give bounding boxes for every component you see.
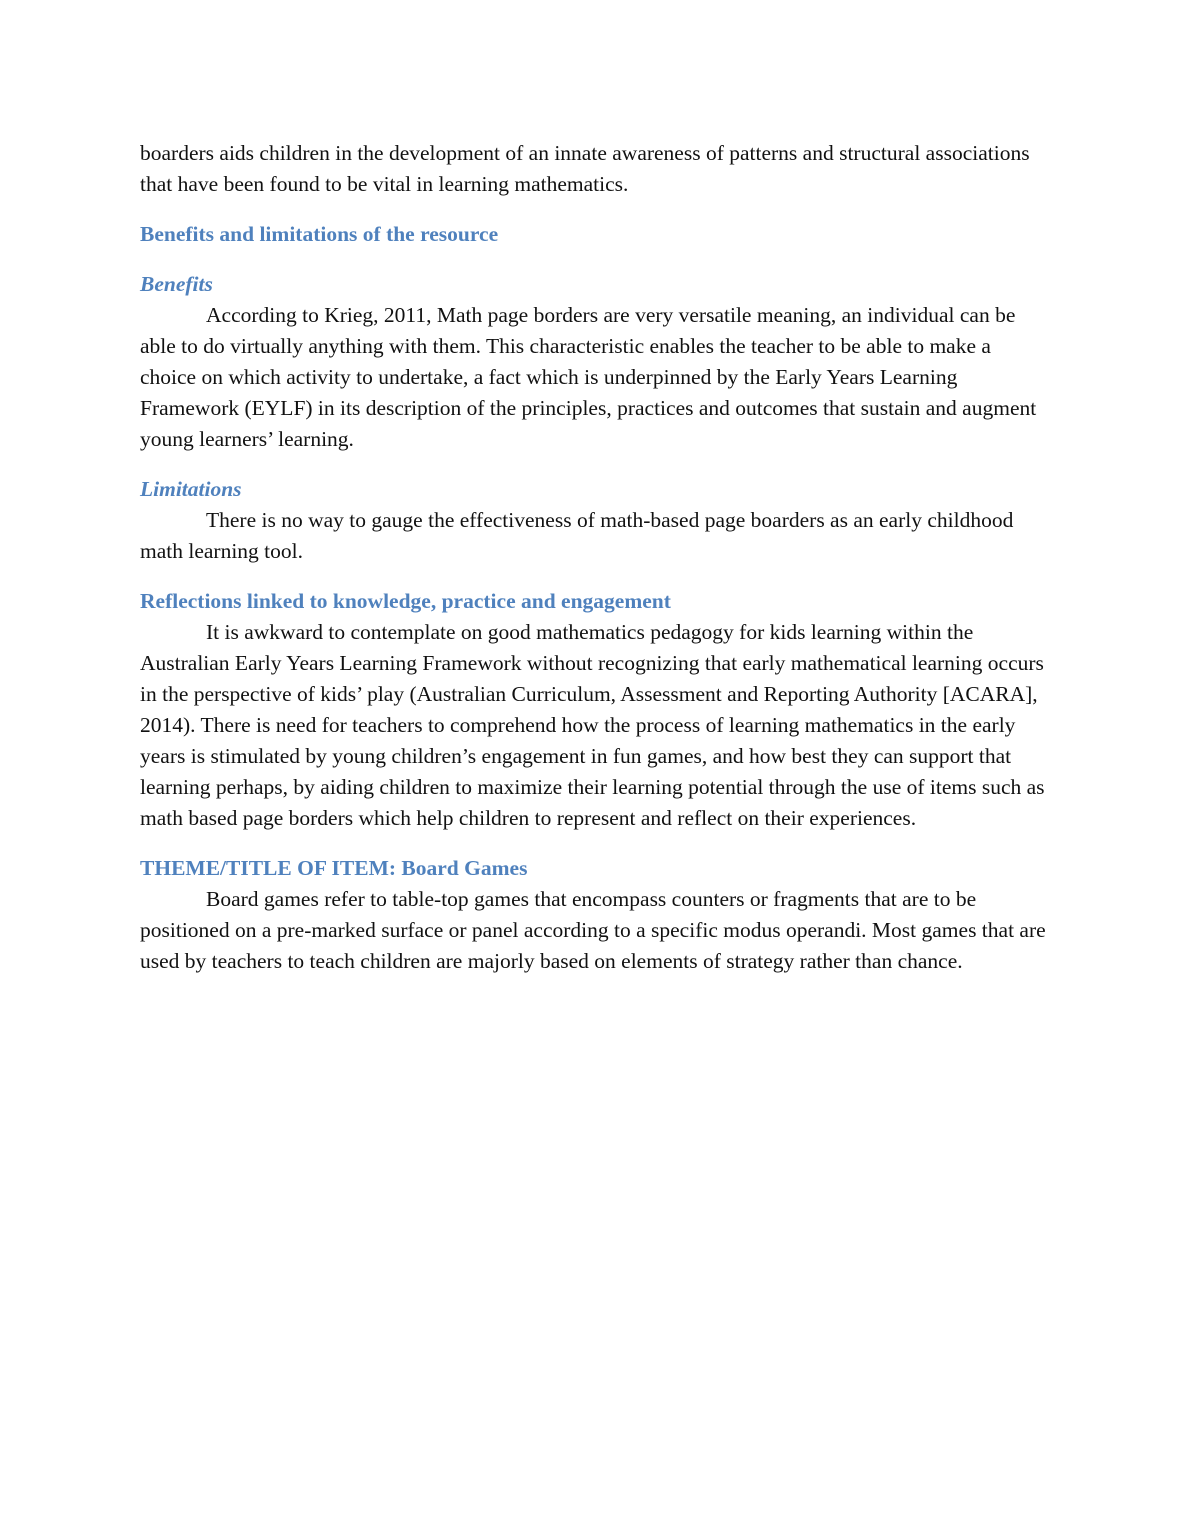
reflections-paragraph: It is awkward to contemplate on good mathematics pedagogy for kids learning within the Australian Early Years Learning Framework without recognizing that early mathematical learning occurs in the perspective of kids’ play (Australian Curriculum, Assessment and Reporting Authority [ACARA], 2014). There is need for teachers to comprehend how the process of learning mathematics in the early years is stimulated by young children’s engagement in fun games, and how best they can support that learning perhaps, by aiding children to maximize their learning potential through the use of items such as math based page borders which help children to represent and reflect on their experiences. — [140, 620, 1045, 830]
board-games-heading: THEME/TITLE OF ITEM: Board Games — [140, 856, 528, 880]
intro-continuation-paragraph: boarders aids children in the development of an innate awareness of patterns and structural associations that have been found to be vital in learning mathematics. — [140, 141, 1030, 196]
limitations-subheading: Limitations — [140, 477, 242, 501]
document-page — [140, 138, 1050, 977]
benefits-subheading: Benefits — [140, 272, 213, 296]
board-games-paragraph: Board games refer to table-top games that encompass counters or fragments that are to be positioned on a pre-marked surface or panel according to a specific modus operandi. Most games that are used by teachers to teach children are majorly based on elements of strategy rather than chance. — [140, 887, 1046, 973]
reflections-heading: Reflections linked to knowledge, practice and engagement — [140, 589, 671, 613]
benefits-limitations-heading: Benefits and limitations of the resource — [140, 222, 499, 246]
limitations-paragraph: There is no way to gauge the effectiveness of math-based page boarders as an early childhood math learning tool. — [140, 508, 1014, 563]
benefits-paragraph: According to Krieg, 2011, Math page borders are very versatile meaning, an individual can be able to do virtually anything with them. This characteristic enables the teacher to be able to make a choice on which activity to undertake, a fact which is underpinned by the Early Years Learning Framework (EYLF) in its description of the principles, practices and outcomes that sustain and augment young learners’ learning. — [140, 303, 1037, 451]
